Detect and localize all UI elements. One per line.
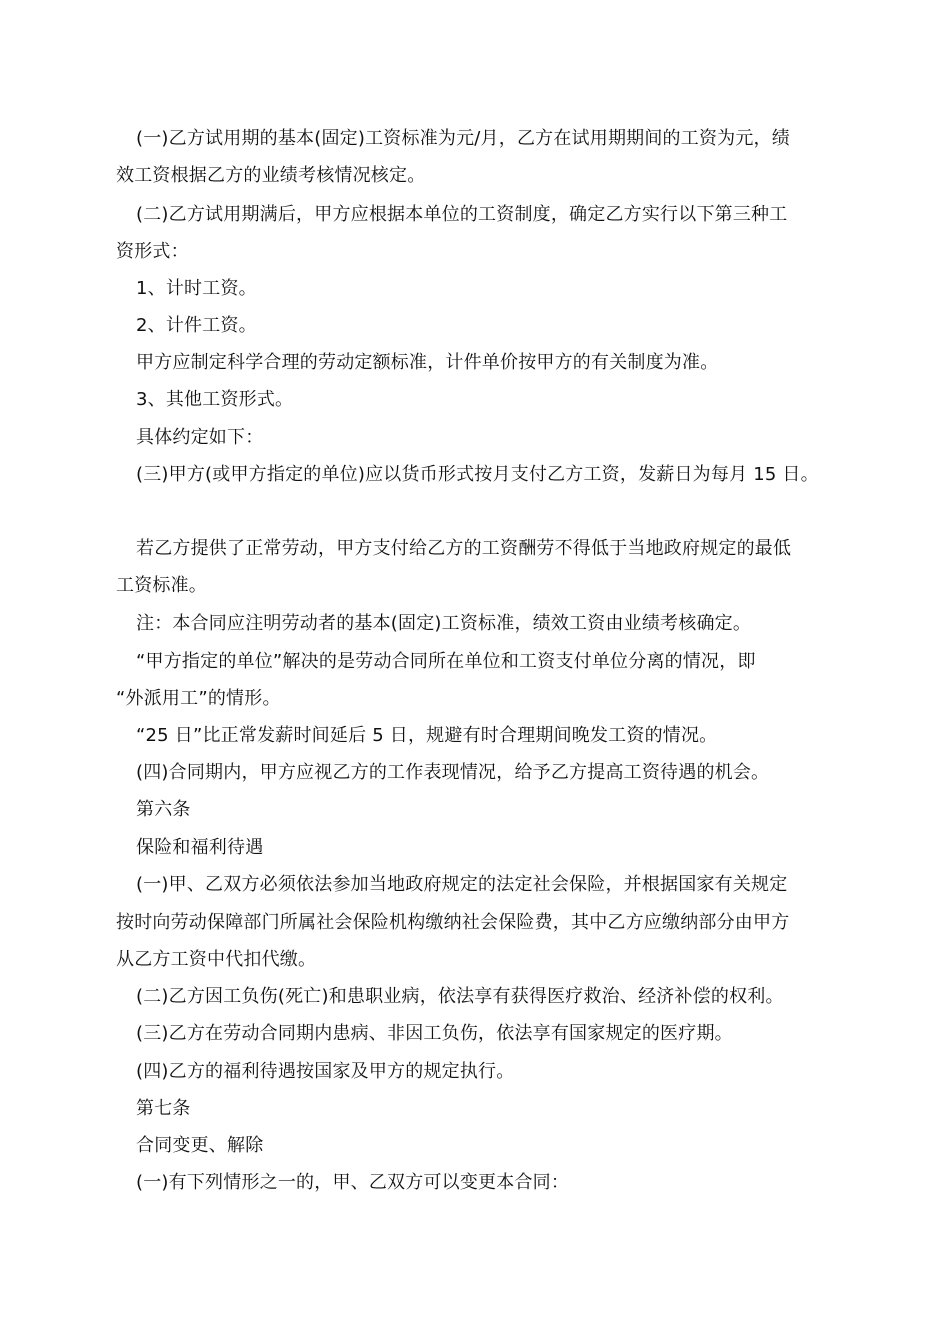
text-line: 1、计时工资。: [136, 278, 257, 299]
text-line: 注：本合同应注明劳动者的基本(固定)工资标准，绩效工资由业绩考核确定。: [136, 613, 752, 634]
section-title: 保险和福利待遇: [136, 837, 264, 858]
text-line: 从乙方工资中代扣代缴。: [116, 949, 317, 970]
section-title: 合同变更、解除: [136, 1135, 264, 1156]
section-heading: 第六条: [136, 799, 191, 820]
text-line: 具体约定如下：: [136, 427, 264, 448]
text-line: 按时向劳动保障部门所属社会保险机构缴纳社会保险费，其中乙方应缴纳部分由甲方: [116, 912, 790, 933]
text-line: “25 日”比正常发薪时间延后 5 日，规避有时合理期间晚发工资的情况。: [136, 725, 718, 746]
text-line: “外派用工”的情形。: [116, 688, 281, 709]
text-line: 若乙方提供了正常劳动，甲方支付给乙方的工资酬劳不得低于当地政府规定的最低: [136, 538, 792, 559]
text-line: (二)乙方试用期满后，甲方应根据本单位的工资制度，确定乙方实行以下第三种工: [136, 204, 788, 225]
text-line: (一)乙方试用期的基本(固定)工资标准为元/月，乙方在试用期期间的工资为元，绩: [136, 128, 790, 149]
text-line: (四)合同期内，甲方应视乙方的工作表现情况，给予乙方提高工资待遇的机会。: [136, 762, 770, 783]
text-line: (二)乙方因工负伤(死亡)和患职业病，依法享有获得医疗救治、经济补偿的权利。: [136, 986, 784, 1007]
text-line: (三)甲方(或甲方指定的单位)应以货币形式按月支付乙方工资，发薪日为每月 15 日。: [136, 464, 819, 485]
text-line: 2、计件工资。: [136, 315, 257, 336]
text-line: 效工资根据乙方的业绩考核情况核定。: [116, 165, 426, 186]
text-line: (四)乙方的福利待遇按国家及甲方的规定执行。: [136, 1061, 515, 1082]
text-line: “甲方指定的单位”解决的是劳动合同所在单位和工资支付单位分离的情况，即: [136, 651, 756, 672]
text-line: 3、其他工资形式。: [136, 389, 294, 410]
text-line: (三)乙方在劳动合同期内患病、非因工负伤，依法享有国家规定的医疗期。: [136, 1023, 733, 1044]
text-line: 甲方应制定科学合理的劳动定额标准，计件单价按甲方的有关制度为准。: [136, 352, 719, 373]
text-line: 资形式：: [116, 241, 189, 262]
text-line: (一)甲、乙双方必须依法参加当地政府规定的法定社会保险，并根据国家有关规定: [136, 874, 788, 895]
text-line: 工资标准。: [116, 575, 207, 596]
text-line: (一)有下列情形之一的，甲、乙双方可以变更本合同：: [136, 1172, 570, 1193]
section-heading: 第七条: [136, 1098, 191, 1119]
